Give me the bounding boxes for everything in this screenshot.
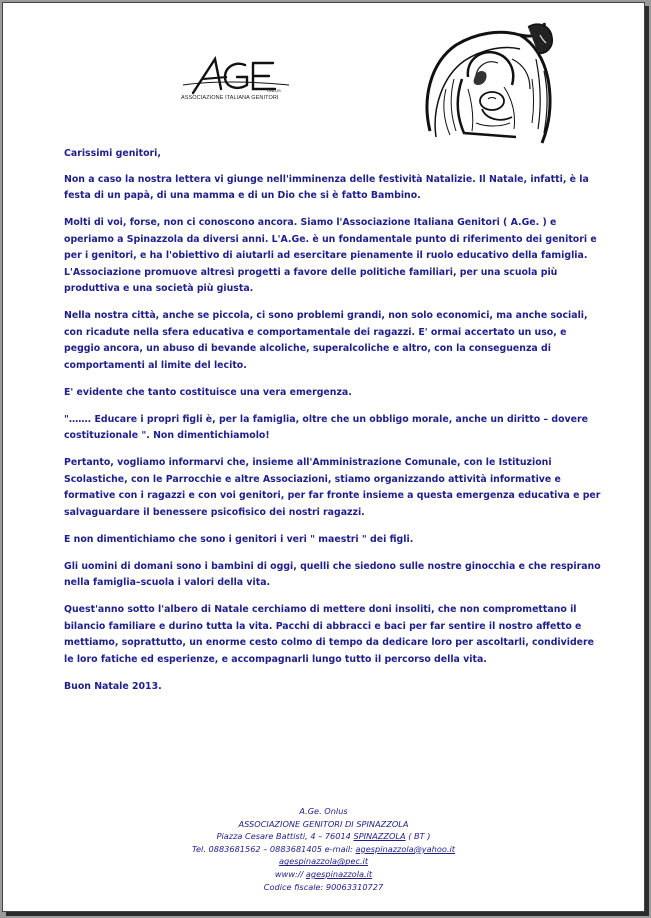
footer-website	[3, 868, 644, 881]
footer-address	[3, 830, 644, 843]
age-logo	[181, 55, 293, 105]
letterhead-footer	[3, 805, 644, 893]
footer-email-link[interactable]: agespinazzola@yahoo.it	[355, 843, 455, 854]
letter-closing: Buon Natale 2013.	[64, 680, 162, 692]
footer-pec-link[interactable]: agespinazzola@pec.it	[278, 856, 369, 867]
letter-paragraph: "……. Educare i propri figli è, per la famiglia, oltre che un obbligo morale, anche un diritto – dovere costituzionale ". Non dimentichiamolo!	[64, 413, 588, 441]
letter-page	[2, 2, 645, 912]
letter-paragraph: Pertanto, vogliamo informarvi che, insieme all'Amministrazione Comunale, con le Istituzioni Scolastiche, con le Parrocchie e altre Associazioni, stiamo organizzando attività informative e formative con i ragazzi e con voi genitori, per far fronte insieme a questa emergenza educativa e per salvaguardare il benessere psicofisico dei nostri ragazzi.	[64, 457, 601, 518]
footer-contacts	[3, 843, 644, 856]
footer-org-full: ASSOCIAZIONE GENITORI DI SPINAZZOLA	[238, 818, 409, 829]
letter-paragraph: Non a caso la nostra lettera vi giunge nell'imminenza delle festività Natalizie. Il Natale, infatti, è la festa di un papà, di una mamma e di un Dio che si è fatto Bambino.	[64, 173, 589, 201]
letter-salutation: Carissimi genitori,	[64, 148, 161, 159]
logo-onlus-text: ONLUS	[267, 88, 281, 93]
footer-address-city: SPINAZZOLA	[353, 831, 406, 842]
footer-org-short: A.Ge. Onlus	[299, 806, 348, 816]
letter-paragraph: Quest'anno sotto l'albero di Natale cerchiamo di mettere doni insoliti, che non compromettano il bilancio familiare e durino tutta la vita. Pacchi di abbracci e baci per far sentire il nostro affetto e mettiamo, soprattutto, un enorme cesto colmo di tempo da dedicare loro per ascoltarli, condividere le loro fatiche ed esperienze, e accompagnarli lungo tutto il percorso della vita.	[64, 604, 595, 665]
footer-tax-code: Codice fiscale: 90063310727	[263, 881, 384, 892]
footer-web-link[interactable]: agespinazzola.it	[305, 868, 373, 879]
footer-pec	[3, 855, 644, 868]
footer-web-prefix: www://	[274, 868, 306, 879]
letter-body	[64, 146, 604, 706]
letter-paragraph: E' evidente che tanto costituisce una vera emergenza.	[64, 386, 352, 398]
letter-paragraph: E non dimentichiamo che sono i genitori i veri " maestri " dei figli.	[64, 533, 414, 545]
footer-address-street: Piazza Cesare Battisti, 4 – 76014	[216, 831, 354, 842]
footer-address-province: ( BT )	[405, 831, 431, 842]
letter-paragraph: Nella nostra città, anche se piccola, ci sono problemi grandi, non solo economici, ma anche sociali, con ricadute nella sfera educativa e comportamentale dei ragazzi. E' ormai accertato un uso, e peggio ancora, un abuso di bevande alcoliche, superalcoliche e altro, con la conseguenza di comportamenti al limite del lecito.	[64, 310, 588, 371]
letter-paragraph: Molti di voi, forse, non ci conoscono ancora. Siamo l'Associazione Italiana Genitori ( A.Ge. ) e operiamo a Spinazzola da diversi anni. L'A.Ge. è un fondamentale punto di riferimento dei genitori e per i genitori, e ha l'obiettivo di aiutarli ad esercitare pienamente il ruolo educativo della famiglia. L'Associazione promuove altresì progetti a favore delle politiche familiari, per una scuola più produttiva e una società più giusta.	[64, 217, 597, 294]
letter-paragraph: Gli uomini di domani sono i bambini di oggi, quelli che siedono sulle nostre ginocchia e che respirano nella famiglia–scuola i valori della vita.	[64, 560, 601, 588]
footer-phones: Tel. 0883681562 – 0883681405 e-mail:	[192, 843, 356, 854]
nativity-drawing-icon	[416, 19, 566, 149]
logo-subtitle: ASSOCIAZIONE ITALIANA GENITORI	[181, 95, 279, 101]
